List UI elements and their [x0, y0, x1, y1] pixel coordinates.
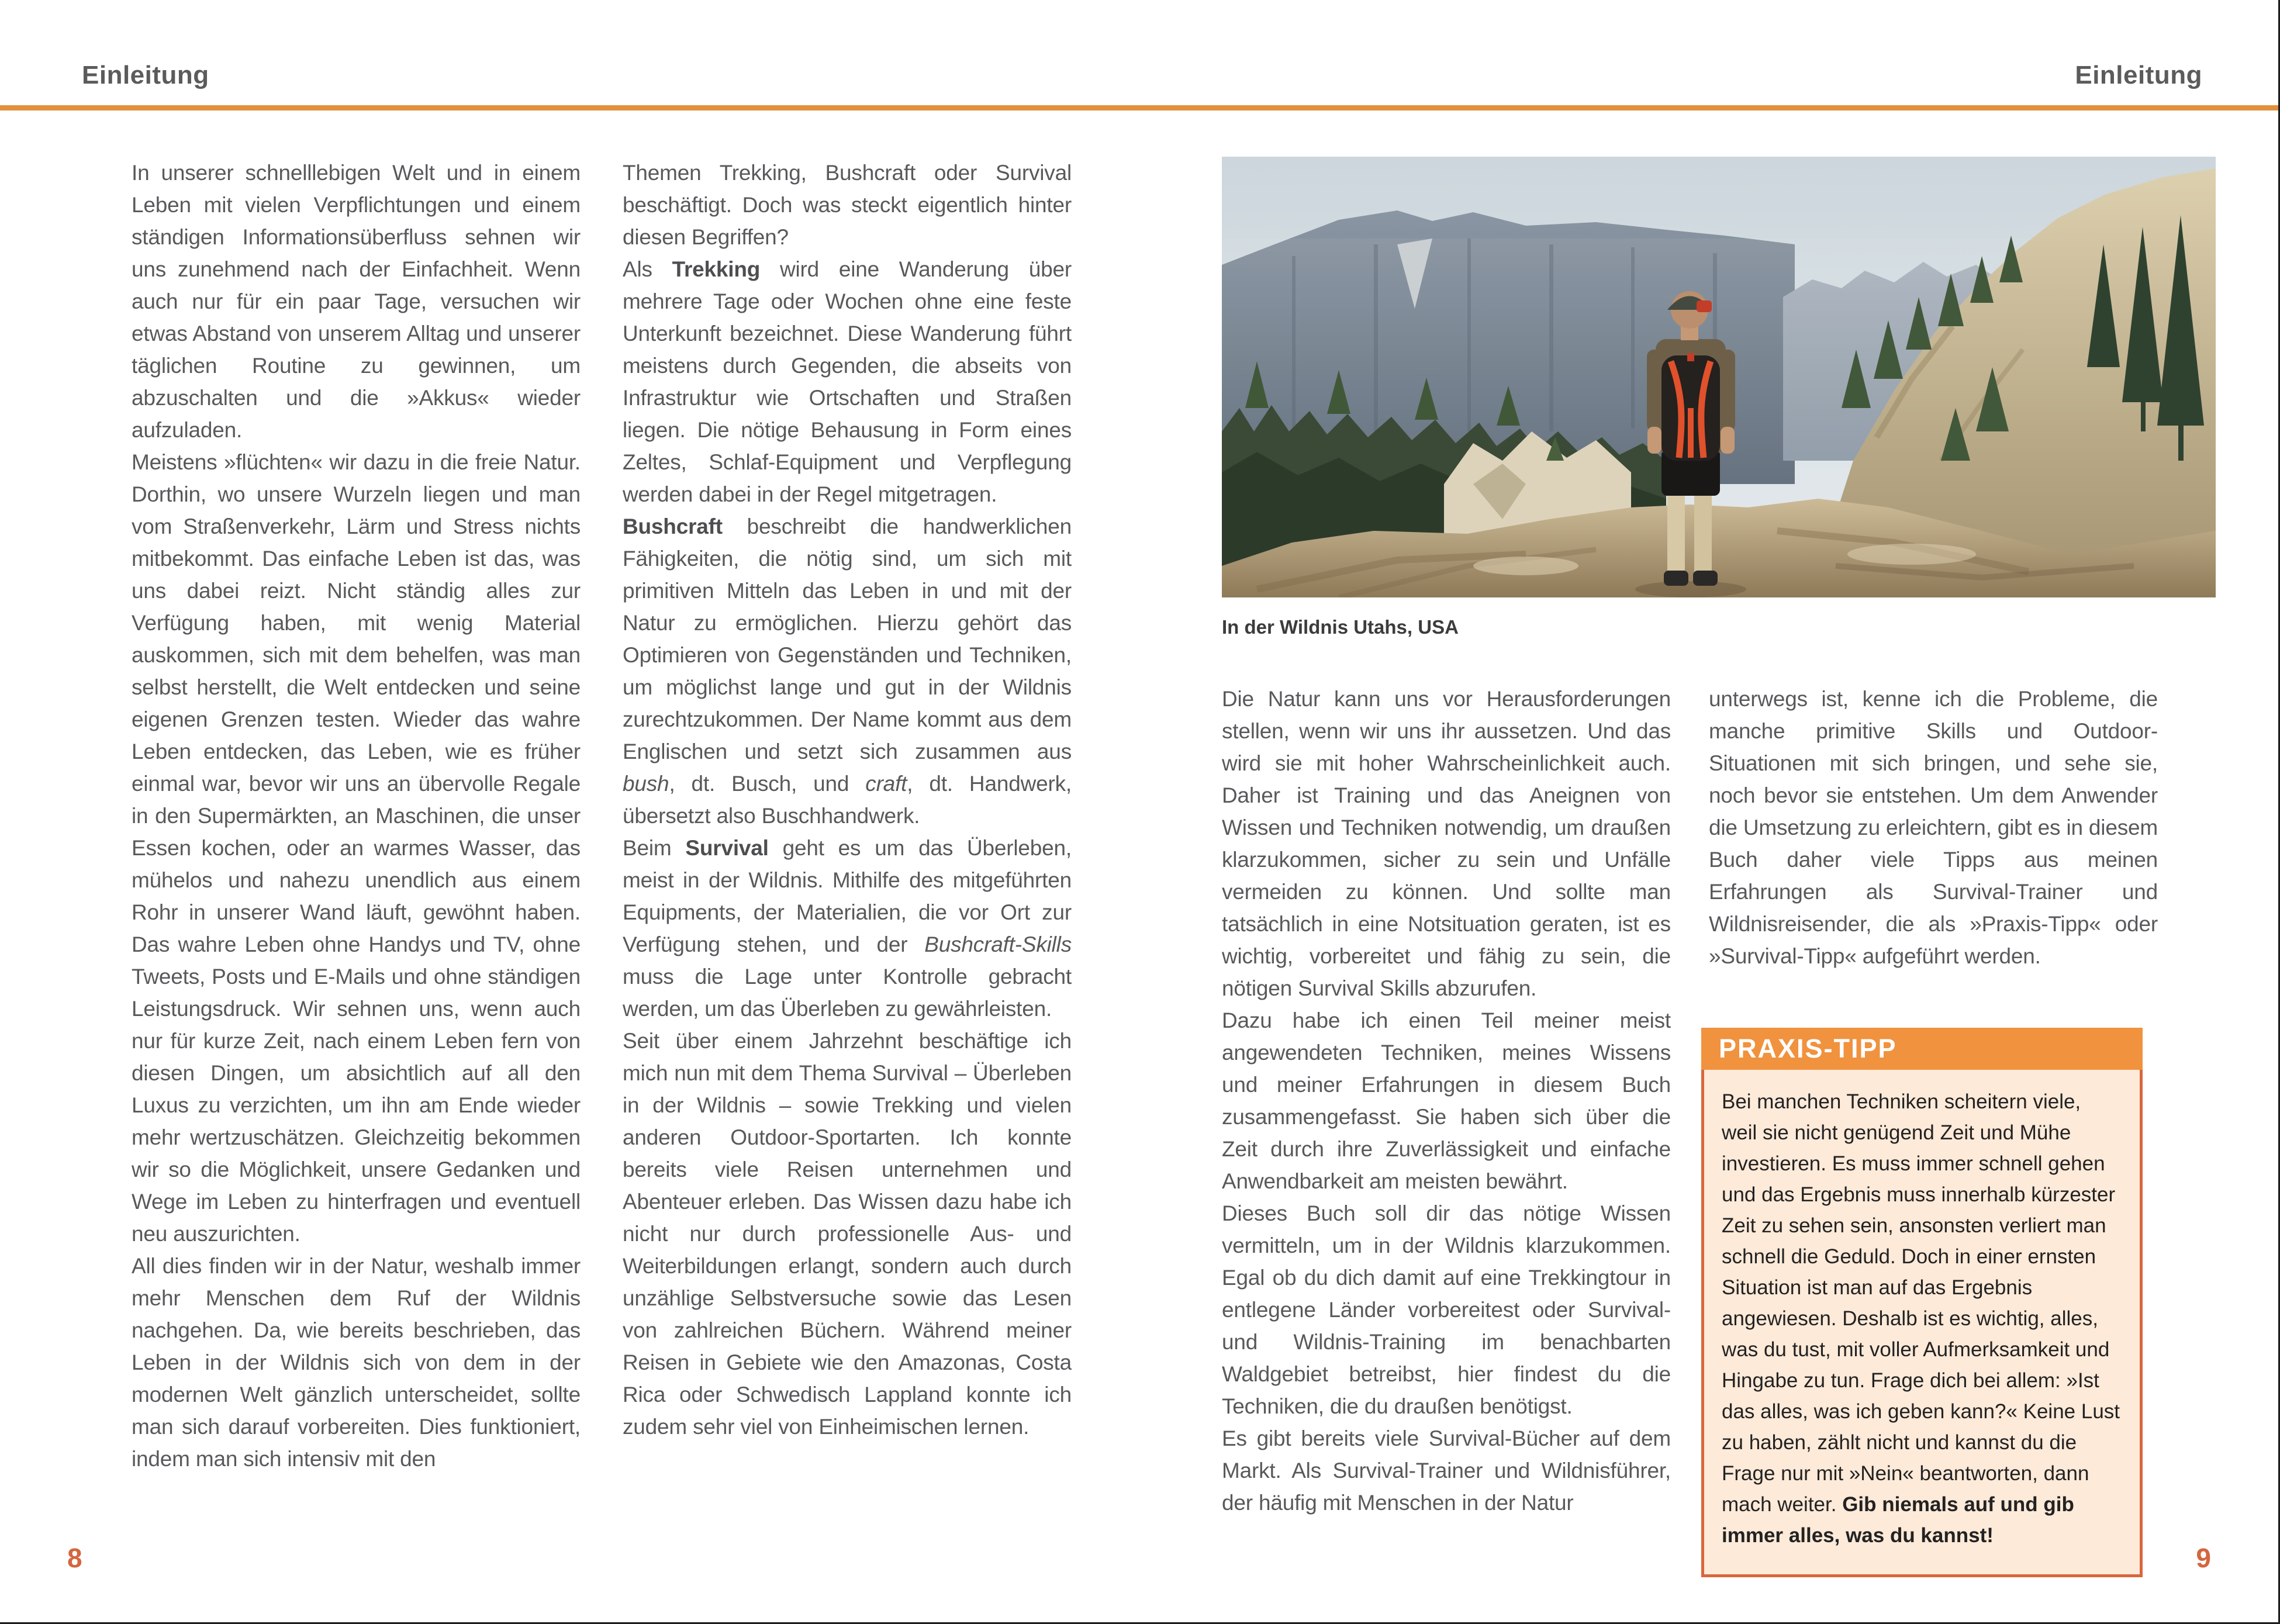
left-page-column-2: Themen Trekking, Bushcraft oder Survival beschäftigt. Doch was steckt eigentlich hinter diesen Begriffen? Als Trekking wird eine Wanderung über mehrere Tage oder Wochen ohne eine feste Unterkunft bezeichnet. Diese Wanderung führt meistens durch Gegenden, die abseits von Infrastruktur wie Ortschaften und Straßen liegen. Die nötige Behausung in Form eines Zeltes, Schlaf-Equipment und Verpflegung werden dabei in der Regel mitgetragen. Bushcraft beschreibt die handwerklichen Fähigkeiten, die nötig sind, um sich mit primitiven Mitteln das Leben in und mit der Natur zu ermöglichen. Hierzu gehört das Optimieren von Gegenständen und Techniken, um möglichst lange und gut in der Wildnis zurechtzukommen. Der Name kommt aus dem Englischen und setzt sich zusammen aus bush, dt. Busch, und craft, dt. Handwerk, übersetzt also Buschhandwerk. Beim Survival geht es um das Überleben, meist in der Wildnis. Mithilfe des mitgeführten Equipments, der Materialien, die vor Ort zur Verfügung stehen, und der Bushcraft-Skills muss die Lage unter Kontrolle gebracht werden, um das Überleben zu gewährleisten. Seit über einem Jahrzehnt beschäftige ich mich nun mit dem Thema Survival – Überleben in der Wildnis – sowie Trekking und vielen anderen Outdoor-Sportarten. Ich konnte bereits viele Reisen unternehmen und Abenteuer erleben. Das Wissen dazu habe ich nicht nur durch professionelle Aus- und Weiterbildungen erlangt, sondern auch durch unzählige Selbstversuche sowie das Lesen von zahlreichen Büchern. Während meiner Reisen in Gebiete wie den Amazonas, Costa Rica oder Schwedisch Lappland konnte ich zudem sehr viel von Einheimischen lernen.: [623, 161, 1072, 1439]
hiker-leg-left: [1667, 493, 1685, 575]
right-page-column-2: unterwegs ist, kenne ich die Probleme, die manche primitive Skills und Outdoor-Situationen mit sich bringen, und sehe sie, noch bevor sie entstehen. Um dem Anwender die Umsetzung zu erleichtern, gibt es in diesem Buch daher viele Tipps aus meinen Erfahrungen als Survival-Trainer und Wildnisreisender, die als »Praxis-Tipp« oder »Survival-Tipp« aufgeführt werden.: [1709, 687, 2158, 968]
hiker-forearm-right: [1721, 427, 1735, 454]
hiker-forearm-left: [1647, 427, 1661, 454]
hiker-shoe-right: [1693, 571, 1718, 586]
hiker-leg-right: [1694, 493, 1712, 575]
hiker-backpack: [1661, 353, 1720, 461]
hiker-arm-left: [1647, 350, 1662, 431]
page-number-right: 9: [2196, 1543, 2211, 1573]
hiker-cap-back: [1697, 300, 1712, 312]
hiker-arm-right: [1720, 350, 1735, 431]
photo-illustration: [1222, 157, 2216, 597]
header-rule: [0, 105, 2278, 110]
hiker-shoe-left: [1664, 571, 1688, 586]
praxis-tipp-text: Bei manchen Techniken scheitern viele, weil sie nicht genügend Zeit und Mühe investieren. Es muss immer schnell gehen und das Ergebnis muss innerhalb kürzester Zeit zu sehen sein, ansonsten verliert man schnell die Geduld. Doch in einer ernsten Situation ist man auf das Ergebnis angewiesen. Deshalb ist es wichtig, alles, was du tust, mit voller Aufmerksamkeit und Hingabe zu tun. Frage dich bei allem: »Ist das alles, was ich geben kann?« Keine Lust zu haben, zählt nicht und kannst du die Frage nur mit »Nein« beantworten, dann mach weiter. Gib niemals auf und gib immer alles, was du kannst!: [1722, 1090, 2120, 1547]
running-head-left: Einleitung: [82, 61, 209, 89]
hiker-shadow: [1635, 581, 1746, 597]
page-number-left: 8: [67, 1543, 82, 1573]
right-page-column-1: Die Natur kann uns vor Herausforderungen stellen, wenn wir uns ihr aussetzen. Und das wird sie mit hoher Wahrscheinlichkeit auch. Daher ist Training und das Aneignen von Wissen und Techniken notwendig, um draußen klarzukommen, sicher zu sein und Unfälle vermeiden zu können. Und sollte man tatsächlich in eine Notsituation geraten, ist es wichtig, vorbereitet und fähig zu sein, die nötigen Survival Skills abzurufen. Dazu habe ich einen Teil meiner meist angewendeten Techniken, meines Wissens und meiner Erfahrungen in diesem Buch zusammengefasst. Sie haben sich über die Zeit durch ihre Zuverlässigkeit und einfache Anwendbarkeit am meisten bewährt. Dieses Buch soll dir das nötige Wissen vermitteln, um in der Wildnis klarzukommen. Egal ob du dich damit auf eine Trekkingtour in entlegene Länder vorbereitest oder Survival- und Wildnis-Training im benachbarten Waldgebiet betreibst, hier findest du die Techniken, die du draußen benötigst. Es gibt bereits viele Survival-Bücher auf dem Markt. Als Survival-Trainer und Wildnisführer, der häufig mit Menschen in der Natur: [1222, 687, 1671, 1515]
praxis-tipp-box: [1701, 1028, 2143, 1577]
left-page-column-1: In unserer schnelllebigen Welt und in einem Leben mit vielen Verpflichtungen und einem ständigen Informationsüberfluss sehnen wir uns zunehmend nach der Einfachheit. Wenn auch nur für ein paar Tage, versuchen wir etwas Abstand von unserem Alltag und unserer täglichen Routine zu gewinnen, um abzuschalten und die »Akkus« wieder aufzuladen. Meistens »flüchten« wir dazu in die freie Natur. Dorthin, wo unsere Wurzeln liegen und man vom Straßenverkehr, Lärm und Stress nichts mitbekommt. Das einfache Leben ist das, was uns dabei reizt. Nicht ständig alles zur Verfügung haben, mit wenig Material auskommen, sich mit dem behelfen, was man selbst herstellt, die Welt entdecken und seine eigenen Grenzen testen. Wieder das wahre Leben entdecken, das Leben, wie es früher einmal war, bevor wir uns an übervolle Regale in den Supermärkten, an Maschinen, die unser Essen kochen, oder an warmes Wasser, das mühelos und nahezu unendlich aus einem Rohr in unserer Wand läuft, gewöhnt haben. Das wahre Leben ohne Handys und TV, ohne Tweets, Posts und E-Mails und ohne ständigen Leistungsdruck. Wir sehnen uns, wenn auch nur für kurze Zeit, nach einem Leben fern von diesen Dingen, um absichtlich auf all den Luxus zu verzichten, um ihn am Ende wieder mehr wertzuschätzen. Gleichzeitig bekommen wir so die Möglichkeit, unsere Gedanken und Wege im Leben zu hinterfragen und eventuell neu auszurichten. All dies finden wir in der Natur, weshalb immer mehr Menschen dem Ruf der Wildnis nachgehen. Da, wie bereits beschrieben, das Leben in der Wildnis sich von dem in der modernen Welt gänzlich unterscheidet, sollte man sich darauf vorbereiten. Dies funktioniert, indem man sich intensiv mit den: [132, 161, 581, 1471]
praxis-tipp-title: PRAXIS-TIPP: [1701, 1028, 2143, 1070]
photo-caption: In der Wildnis Utahs, USA: [1222, 616, 1459, 638]
running-head-right: Einleitung: [2075, 61, 2202, 89]
photo-hiker-utah: [1222, 157, 2216, 597]
